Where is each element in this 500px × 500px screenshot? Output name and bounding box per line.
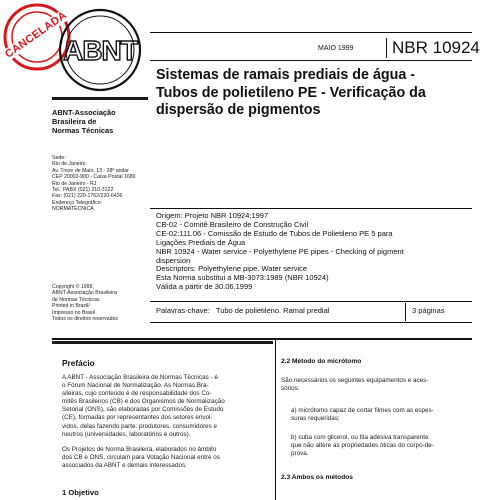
keywords-divider: [405, 303, 406, 321]
address-block: [52, 155, 150, 213]
equipment-item-b: [291, 434, 471, 458]
association-name-line-3: Normas Técnicas: [52, 125, 114, 135]
title-line-1: Sistemas de ramais prediais de água -: [156, 67, 416, 83]
top-rule: [150, 32, 472, 33]
paragraph-line: associados da ABNT e demais interessados.: [62, 462, 187, 470]
abnt-logo-icon: [58, 8, 142, 92]
paragraph-line: a) micrótomo capaz de cortar filmes com as espes-: [291, 407, 434, 414]
paragraph-line: São necessários os seguintes equipamentos e aces-: [281, 377, 429, 384]
paragraph-line: A ABNT - Associação Brasileira de Normas Técnicas - é: [62, 374, 218, 381]
origin-line: Válida a partir de 30.06.1999: [156, 282, 253, 292]
origin-line: Origem: Projeto NBR 10924:1997: [156, 211, 269, 220]
origin-line: Esta Norma substitui a MB-3073:1989 (NBR 10924): [156, 273, 329, 283]
origin-line: Descriptors: Polyethylene pipe. Water service: [156, 264, 308, 274]
paragraph-line: Os Projetos de Norma Brasileira, elaborados no âmbito: [62, 446, 217, 453]
title-line-3: dispersão de pigmentos: [156, 102, 321, 118]
address-line: Tel.: PABX (021) 210-3122: [52, 187, 114, 194]
header-divider: [386, 38, 387, 58]
section-2-2-heading: 2.2 Método do micrótomo: [281, 358, 362, 365]
origin-block: [156, 212, 474, 292]
section-2-3-heading: 2.3 Ambos os métodos: [281, 474, 353, 481]
paragraph-line: sileiras, cujo conteúdo é de responsabilidade dos Co-: [62, 390, 212, 398]
preface-heading: Prefácio: [62, 358, 95, 368]
section-1-heading: 1 Objetivo: [62, 488, 99, 497]
left-column-cap: [52, 341, 273, 344]
origin-top-rule: [150, 208, 472, 209]
copyright-line: Impresso no Brasil: [52, 309, 95, 316]
paragraph-line: que não altere as propriedades óticas do corpo-de-: [291, 442, 434, 450]
page-count: 3 páginas: [412, 306, 445, 315]
svg-text:ABNT: ABNT: [63, 35, 137, 66]
preface-paragraph-2: [62, 446, 272, 470]
address-line: Fax: (021) 220-1762/220-6436: [52, 193, 123, 200]
paragraph-line: sórios:: [281, 385, 300, 393]
address-line: Av. Treze de Maio, 13 - 28º andar: [52, 167, 129, 174]
paragraph-line: dos CB e ONS, circulam para Votação Nacional entre os: [62, 454, 220, 462]
paragraph-line: vidos, delas fazendo parte: produtores, consumidores e: [62, 422, 218, 430]
address-line: Rio de Janeiro: [52, 161, 86, 168]
title-line-2: Tubos de polietileno PE - Verificação da: [156, 84, 426, 101]
keywords: Palavras-chave: Tubo de polietileno. Ramal predial: [156, 306, 330, 315]
address-line: NORMATÉCNICA: [52, 206, 94, 213]
address-line: Sede:: [52, 155, 66, 161]
association-name-line-1: ABNT-Associação: [52, 108, 116, 117]
copyright-line: Printed in Brazil/: [52, 303, 90, 310]
origin-line: Ligações Prediais de Água: [156, 237, 246, 247]
keywords-bottom-rule: [150, 322, 472, 323]
keywords-top-rule: [150, 301, 472, 302]
paragraph-line: b) cuba com glicerol, ou fita adesiva transparente: [291, 434, 429, 441]
column-divider: [275, 340, 276, 500]
document-title: [156, 67, 476, 120]
paragraph-line: suras requeridas;: [291, 415, 340, 423]
paragraph-line: neutros (universidades, laboratórios e outros).: [62, 430, 191, 438]
paragraph-line: prova.: [291, 450, 309, 458]
body-top-rule: [52, 338, 472, 340]
paragraph-line: Setorial (ONS), são elaboradas por Comissões de Estudo: [62, 406, 224, 414]
publication-date: MAIO 1999: [318, 45, 354, 52]
paragraph-line: mitês Brasileiros (CB) e dos Organismos de Normalização: [62, 398, 225, 406]
left-header-bar: [52, 97, 148, 100]
association-name: [52, 109, 116, 135]
preface-paragraph-1: [62, 374, 272, 439]
copyright-line: Todos os direitos reservados: [52, 316, 119, 323]
header-bottom-rule: [150, 60, 472, 61]
equipment-paragraph: [281, 377, 471, 393]
origin-line: CB-02 - Comitê Brasileiro de Construção Civil: [156, 219, 309, 229]
address-line: CEP 20003-900 - Caixa Postal 1680: [52, 174, 136, 181]
origin-line: dispersion: [156, 255, 191, 265]
doc-number: NBR 10924: [392, 38, 480, 57]
equipment-item-a: [291, 407, 471, 423]
copyright-line: ABNT-Associação Brasileira: [52, 290, 117, 297]
origin-line: CE-02:111.06 - Comissão de Estudo de Tubos de Polietileno PE 5 para: [156, 228, 393, 238]
abnt-logo: [58, 8, 142, 92]
origin-line: NBR 10924 - Water service - Polyethylene PE pipes - Checking of pigment: [156, 246, 404, 256]
paragraph-line: o Fórum Nacional de Normalização. As Normas Bra-: [62, 382, 209, 390]
stamp-text: CANCELADA: [0, 7, 72, 63]
copyright-block: [52, 284, 150, 322]
copyright-line: Copyright © 1999,: [52, 284, 94, 290]
paragraph-line: (CE), formadas por representantes dos setores envol-: [62, 414, 213, 422]
address-line: Rio de Janeiro - RJ: [52, 180, 97, 187]
address-line: Endereço Telegráfico:: [52, 199, 103, 206]
copyright-line: de Normas Técnicas: [52, 296, 100, 303]
association-name-line-2: Brasileira de: [52, 116, 97, 126]
